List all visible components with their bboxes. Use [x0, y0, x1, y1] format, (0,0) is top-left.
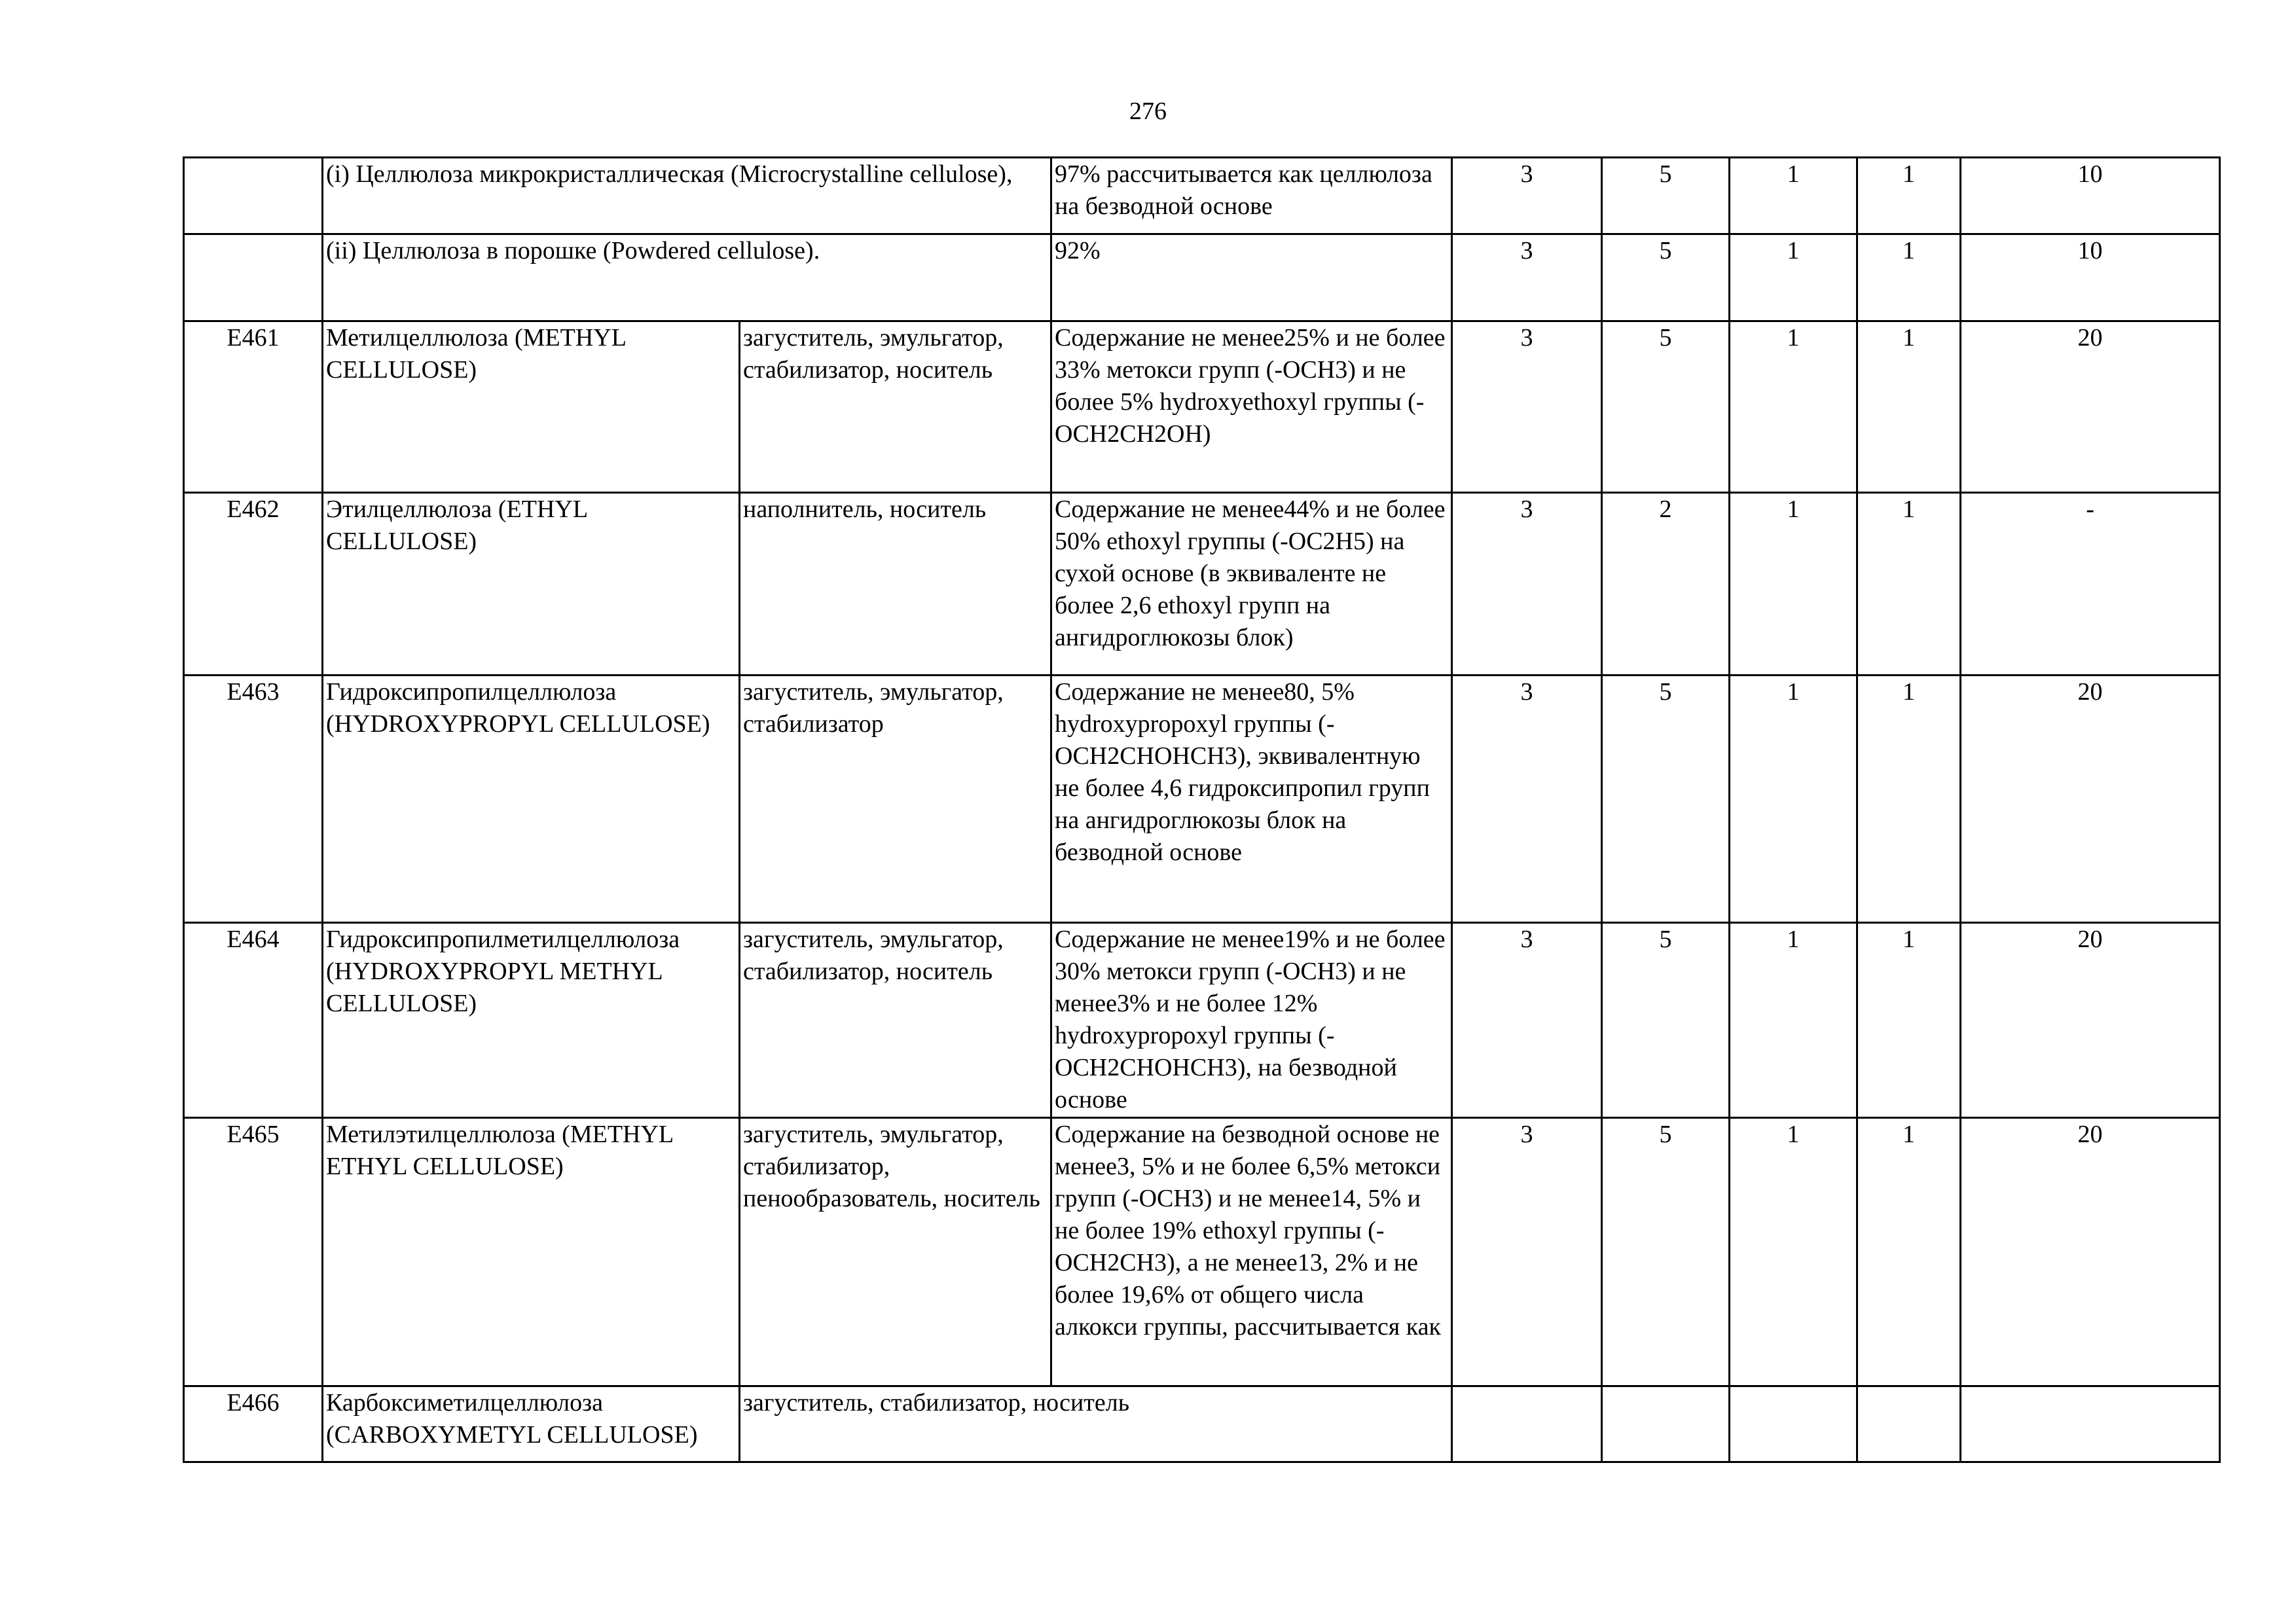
value-col-1: 3 [1452, 158, 1602, 234]
value-col-2: 5 [1602, 676, 1730, 923]
value-col-3: 1 [1730, 493, 1857, 676]
value-col-2: 5 [1602, 321, 1730, 493]
additive-spec: 97% рассчитывается как целлюлоза на безводной основе [1051, 158, 1452, 234]
additive-code: Е465 [184, 1118, 323, 1386]
value-col-5 [1961, 1386, 2220, 1462]
value-col-2 [1602, 1386, 1730, 1462]
additive-name: Метилэтилцеллюлоза (METHYL ETHYL CELLULOSE) [323, 1118, 740, 1386]
value-col-4: 1 [1857, 1118, 1961, 1386]
additive-code: Е461 [184, 321, 323, 493]
additive-spec: Содержание не менее19% и не более 30% метокси групп (-OCH3) и не менее3% и не более 12% hydroxypropoxyl группы (-OCH2CHOHCH3), на безводной основе [1051, 923, 1452, 1118]
additive-name: Этилцеллюлоза (ETHYL CELLULOSE) [323, 493, 740, 676]
value-col-3: 1 [1730, 676, 1857, 923]
additive-function: загуститель, эмульгатор, стабилизатор, носитель [740, 923, 1051, 1118]
additive-code [184, 234, 323, 321]
additive-function: загуститель, эмульгатор, стабилизатор [740, 676, 1051, 923]
additive-code [184, 158, 323, 234]
value-col-5: 10 [1961, 234, 2220, 321]
value-col-3: 1 [1730, 234, 1857, 321]
value-col-3: 1 [1730, 321, 1857, 493]
page-number: 276 [1129, 98, 1167, 125]
additive-spec: Содержание не менее80, 5% hydroxypropoxyl группы (-OCH2CHOHCH3), эквивалентную не более 4,6 гидроксипропил групп на ангидроглюкозы блок на безводной основе [1051, 676, 1452, 923]
value-col-5: 20 [1961, 923, 2220, 1118]
value-col-5: 20 [1961, 321, 2220, 493]
value-col-3 [1730, 1386, 1857, 1462]
value-col-2: 5 [1602, 234, 1730, 321]
value-col-4: 1 [1857, 234, 1961, 321]
additives-table [183, 156, 2221, 1463]
value-col-5: 20 [1961, 1118, 2220, 1386]
additive-spec: Содержание на безводной основе не менее3, 5% и не более 6,5% метокси групп (-OCH3) и не менее14, 5% и не более 19% ethoxyl группы (-OCH2CH3), а не менее13, 2% и не более 19,6% от общего числа алкокси группы, рассчитывается как [1051, 1118, 1452, 1386]
table-row [184, 234, 2220, 321]
table-row [184, 1118, 2220, 1386]
value-col-1: 3 [1452, 676, 1602, 923]
table-row [184, 321, 2220, 493]
value-col-4: 1 [1857, 923, 1961, 1118]
value-col-2: 5 [1602, 158, 1730, 234]
additive-code: Е462 [184, 493, 323, 676]
value-col-5: 10 [1961, 158, 2220, 234]
value-col-4: 1 [1857, 676, 1961, 923]
value-col-5: - [1961, 493, 2220, 676]
additive-spec: Содержание не менее25% и не более 33% метокси групп (-OCH3) и не более 5% hydroxyethoxyl группы (-OCH2CH2OH) [1051, 321, 1452, 493]
value-col-3: 1 [1730, 158, 1857, 234]
value-col-1: 3 [1452, 1118, 1602, 1386]
additive-name: (ii) Целлюлоза в порошке (Powdered cellulose). [323, 234, 1051, 321]
additive-spec: 92% [1051, 234, 1452, 321]
value-col-4: 1 [1857, 493, 1961, 676]
additive-name: (i) Целлюлоза микрокристаллическая (Microcrystalline cellulose), [323, 158, 1051, 234]
value-col-1: 3 [1452, 923, 1602, 1118]
additive-name: Карбоксиметилцеллюлоза (CARBOXYMETYL CELLULOSE) [323, 1386, 740, 1462]
value-col-3: 1 [1730, 923, 1857, 1118]
additive-function: наполнитель, носитель [740, 493, 1051, 676]
additive-code: Е463 [184, 676, 323, 923]
table-row [184, 493, 2220, 676]
value-col-1: 3 [1452, 493, 1602, 676]
additive-function: загуститель, эмульгатор, стабилизатор, носитель [740, 321, 1051, 493]
value-col-1: 3 [1452, 321, 1602, 493]
table-row [184, 923, 2220, 1118]
value-col-2: 5 [1602, 1118, 1730, 1386]
additive-name: Гидроксипропилметилцеллюлоза (HYDROXYPROPYL METHYL CELLULOSE) [323, 923, 740, 1118]
additive-spec: Содержание не менее44% и не более 50% ethoxyl группы (-OC2H5) на сухой основе (в эквиваленте не более 2,6 ethoxyl групп на ангидроглюкозы блок) [1051, 493, 1452, 676]
value-col-4: 1 [1857, 321, 1961, 493]
value-col-2: 5 [1602, 923, 1730, 1118]
table-row [184, 1386, 2220, 1462]
value-col-5: 20 [1961, 676, 2220, 923]
additive-name: Метилцеллюлоза (METHYL CELLULOSE) [323, 321, 740, 493]
additive-code: Е466 [184, 1386, 323, 1462]
value-col-1: 3 [1452, 234, 1602, 321]
additive-function: загуститель, стабилизатор, носитель [740, 1386, 1452, 1462]
value-col-4: 1 [1857, 158, 1961, 234]
table-row [184, 158, 2220, 234]
value-col-2: 2 [1602, 493, 1730, 676]
value-col-3: 1 [1730, 1118, 1857, 1386]
value-col-4 [1857, 1386, 1961, 1462]
additive-code: Е464 [184, 923, 323, 1118]
table-row [184, 676, 2220, 923]
value-col-1 [1452, 1386, 1602, 1462]
additive-name: Гидроксипропилцеллюлоза (HYDROXYPROPYL CELLULOSE) [323, 676, 740, 923]
additive-function: загуститель, эмульгатор, стабилизатор, пенообразователь, носитель [740, 1118, 1051, 1386]
